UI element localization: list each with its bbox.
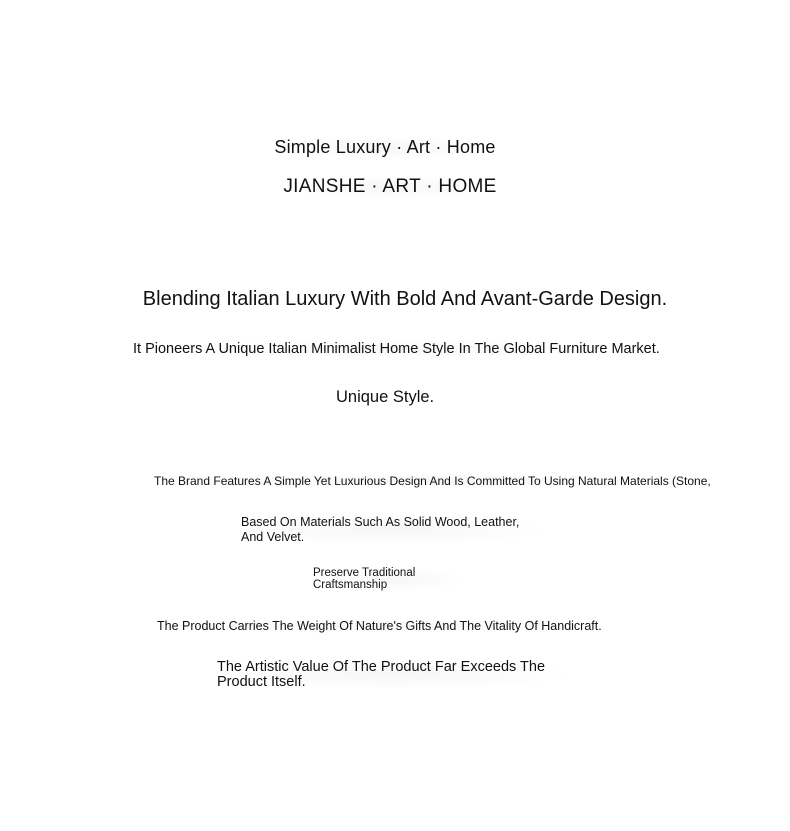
hero-tagline (0, 137, 790, 158)
subheadline: It Pioneers A Unique Italian Minimalist Home Style In The Global Furniture Market. (133, 341, 660, 357)
brand-name-text: JIANSHE · ART · HOME (283, 176, 497, 197)
nature-text: The Product Carries The Weight Of Nature's Gifts And The Vitality Of Handicraft. (157, 619, 602, 633)
hero-tagline-text: Simple Luxury · Art · Home (274, 137, 496, 157)
section-title: Unique Style. (336, 388, 435, 406)
features-text: The Brand Features A Simple Yet Luxurious Design And Is Committed To Using Natural Materials (Stone, (154, 474, 711, 488)
artistic-value-text: The Artistic Value Of The Product Far Exceeds The Product Itself. (217, 660, 567, 689)
materials-text: Based On Materials Such As Solid Wood, Leather, And Velvet. (241, 515, 541, 545)
brand-name (0, 176, 790, 198)
headline (0, 288, 790, 311)
headline-text: Blending Italian Luxury With Bold And Avant-Garde Design. (142, 288, 668, 310)
craftsmanship-text: Preserve Traditional Craftsmanship (313, 568, 463, 591)
